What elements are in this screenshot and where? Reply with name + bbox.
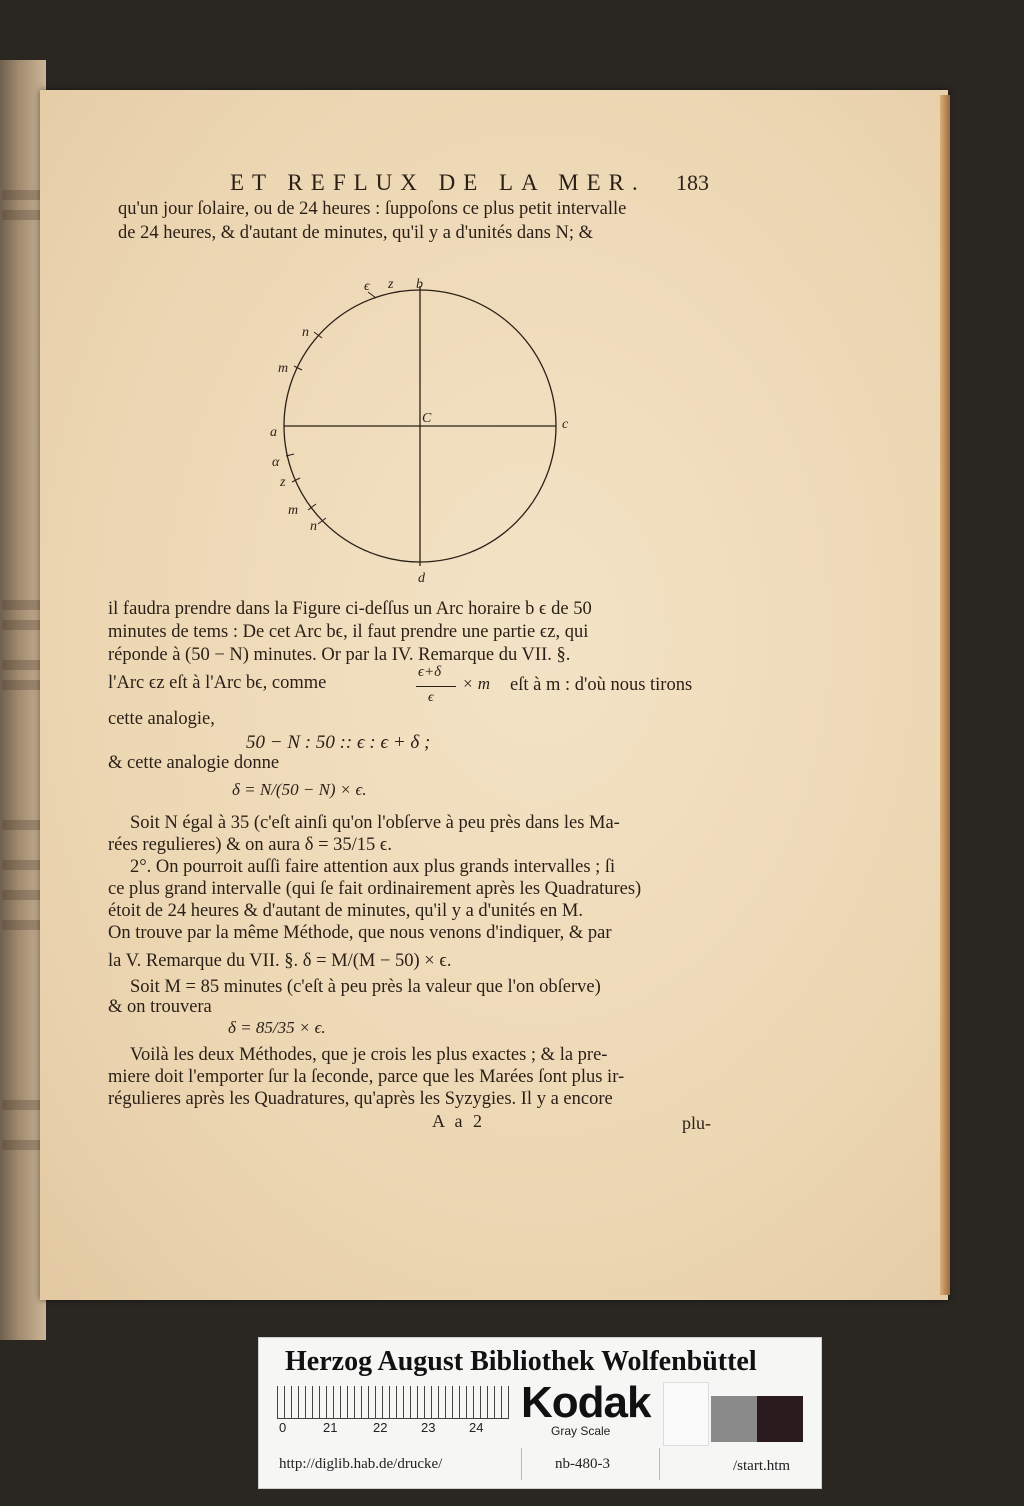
label-d: d — [418, 571, 425, 586]
text-line: cette analogie, — [108, 709, 215, 729]
text-line: rées regulieres) & on aura δ = 35/15 ϵ. — [108, 835, 393, 855]
text-line: minutes de tems : De cet Arc bϵ, il faut prendre une partie ϵz, qui — [108, 622, 589, 642]
text-line: de 24 heures, & d'autant de minutes, qu'il y a d'unités dans N; & — [118, 223, 593, 243]
gray-patch-mid — [711, 1396, 757, 1442]
text-line: ce plus grand intervalle (qui ſe fait ordinairement après les Quadratures) — [108, 879, 642, 899]
gray-patch-dark — [757, 1396, 803, 1442]
fraction-numerator: ϵ+δ — [418, 664, 442, 680]
text-line: qu'un jour ſolaire, ou de 24 heures : ſuppoſons ce plus petit intervalle — [118, 199, 627, 219]
text-line: miere doit l'emporter ſur la ſeconde, parce que les Marées ſont plus ir- — [108, 1067, 625, 1087]
label-alpha: α — [272, 455, 280, 470]
label-m-upper: m — [278, 361, 289, 376]
text-line: Voilà les deux Méthodes, que je crois les plus exactes ; & la pre- — [130, 1045, 608, 1065]
analogy-formula: 50 − N : 50 :: ϵ : ϵ + δ ; — [246, 732, 431, 753]
ruler-tick: 0 — [279, 1420, 287, 1435]
text-line: réponde à (50 − N) minutes. Or par la IV. Remarque du VII. §. — [108, 645, 571, 665]
book-page — [40, 90, 948, 1300]
label-z-lower: z — [280, 475, 286, 490]
text-line: & on trouvera — [108, 997, 212, 1017]
label-z-top: z — [388, 277, 394, 292]
page-number: 183 — [676, 170, 709, 195]
fraction-denominator: ϵ — [428, 690, 434, 705]
shelfmark: nb-480-3 — [555, 1456, 610, 1472]
start-path: /start.htm — [733, 1458, 791, 1474]
delta-equation-3: δ = 85/35 × ϵ. — [228, 1018, 326, 1037]
measurement-ruler — [277, 1386, 509, 1419]
divider — [521, 1448, 522, 1480]
text-line: étoit de 24 heures & d'autant de minutes, qu'il y a d'unités en M. — [108, 901, 583, 921]
divider — [659, 1448, 660, 1480]
label-a: a — [270, 425, 277, 440]
text-line: 2°. On pourroit auſſi faire attention aux plus grands intervalles ; ſi — [130, 857, 616, 877]
running-head: ET REFLUX DE LA MER. — [230, 170, 646, 195]
formula-times-m: × m — [462, 674, 490, 693]
library-name: Herzog August Bibliothek Wolfenbüttel — [285, 1346, 757, 1377]
text-line: il faudra prendre dans la Figure ci-deſſus un Arc horaire b ϵ de 50 — [108, 599, 592, 619]
gray-patch-white — [663, 1382, 709, 1446]
fraction-bar — [416, 686, 456, 687]
delta-equation-1: δ = N/(50 − N) × ϵ. — [232, 780, 367, 799]
text-line: eſt à m : d'où nous tirons — [510, 675, 693, 695]
catchword: plu- — [682, 1113, 711, 1133]
ruler-tick: 22 — [373, 1420, 388, 1435]
label-n-upper: n — [302, 325, 309, 340]
library-color-card — [258, 1337, 822, 1489]
label-b: b — [416, 277, 423, 292]
ruler-tick: 24 — [469, 1420, 484, 1435]
gray-scale-caption: Gray Scale — [551, 1424, 611, 1438]
text-line: Soit M = 85 minutes (c'eſt à peu près la valeur que l'on obſerve) — [130, 977, 601, 997]
library-url: http://diglib.hab.de/drucke/ — [279, 1456, 443, 1472]
label-m-lower: m — [288, 503, 299, 518]
text-line: la V. Remarque du VII. §. δ = M/(M − 50) × ϵ. — [108, 951, 452, 971]
label-c-right: c — [562, 417, 569, 432]
signature-mark: A a 2 — [432, 1111, 485, 1131]
text-line: On trouve par la même Méthode, que nous venons d'indiquer, & par — [108, 923, 612, 943]
label-center-c: C — [422, 411, 432, 426]
ruler-tick: 23 — [421, 1420, 436, 1435]
text-line: l'Arc ϵz eſt à l'Arc bϵ, comme — [108, 673, 327, 693]
page-fore-edge — [940, 95, 950, 1295]
text-line: régulieres après les Quadratures, qu'après les Syzygies. Il y a encore — [108, 1089, 613, 1109]
label-epsilon: ϵ — [364, 279, 370, 294]
ruler-tick: 21 — [323, 1420, 338, 1435]
text-line: & cette analogie donne — [108, 753, 280, 773]
kodak-logo: Kodak — [521, 1378, 651, 1427]
label-n-lower: n — [310, 519, 317, 534]
text-line: Soit N égal à 35 (c'eſt ainſi qu'on l'obſerve à peu près dans les Ma- — [130, 813, 620, 833]
circle-figure — [250, 276, 590, 586]
